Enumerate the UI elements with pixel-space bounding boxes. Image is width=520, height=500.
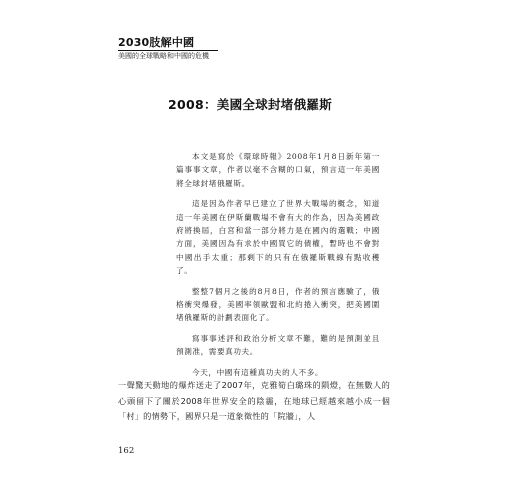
running-header xyxy=(118,36,218,61)
book-title: 2030肢解中國 xyxy=(118,36,195,49)
page-number: 162 xyxy=(118,446,135,456)
quote-paragraph: 整整7個月之後的8月8日，作者的預言應驗了，俄格衝突爆發，美國率領歐盟和北約捲入衝突，把美國圍堵俄羅斯的計劃表面化了。 xyxy=(176,286,380,323)
quote-paragraph: 今天，中國有這種真功夫的人不多。 xyxy=(192,367,324,377)
quote-paragraph: 寫事事述評和政治分析文章不難，難的是預測並且預測准，需要真功夫。 xyxy=(176,333,380,357)
chapter-title: 2008：美國全球封堵俄羅斯 xyxy=(168,97,332,112)
quote-paragraph: 本文是寫於《環球時報》2008年1月8日新年第一篇事事文章，作者以毫不含糊的口氣，預言這一年美國將全球封堵俄羅斯。 xyxy=(176,152,380,188)
body-paragraph: 一聲驚天動地的爆炸送走了2007年，克雅筍白璐珠的隕燈，在無數人的心頭留下了關於2008年世界安全的陰霾，在地球已經越來越小成一個「村」的情勢下，國界只是一道象徵性的「院牆」，人 xyxy=(118,380,390,421)
editor-note-block xyxy=(176,150,380,386)
book-subtitle: 美國的全球戰略和中國的危機 xyxy=(118,50,218,61)
quote-paragraph: 這是因為作者早已建立了世界大戰場的概念，知道這一年美國在伊斯蘭戰場不會有大的作為，因為美國政府將換屆，白宮和當一部分將力是在國內的選戰；中國方面，美國因為有求於中國買它的債權，暫時也不會對中國出手太重；那剩下的只有在俄羅斯戰線有點收穫了。 xyxy=(176,199,380,276)
body-text xyxy=(118,378,390,425)
